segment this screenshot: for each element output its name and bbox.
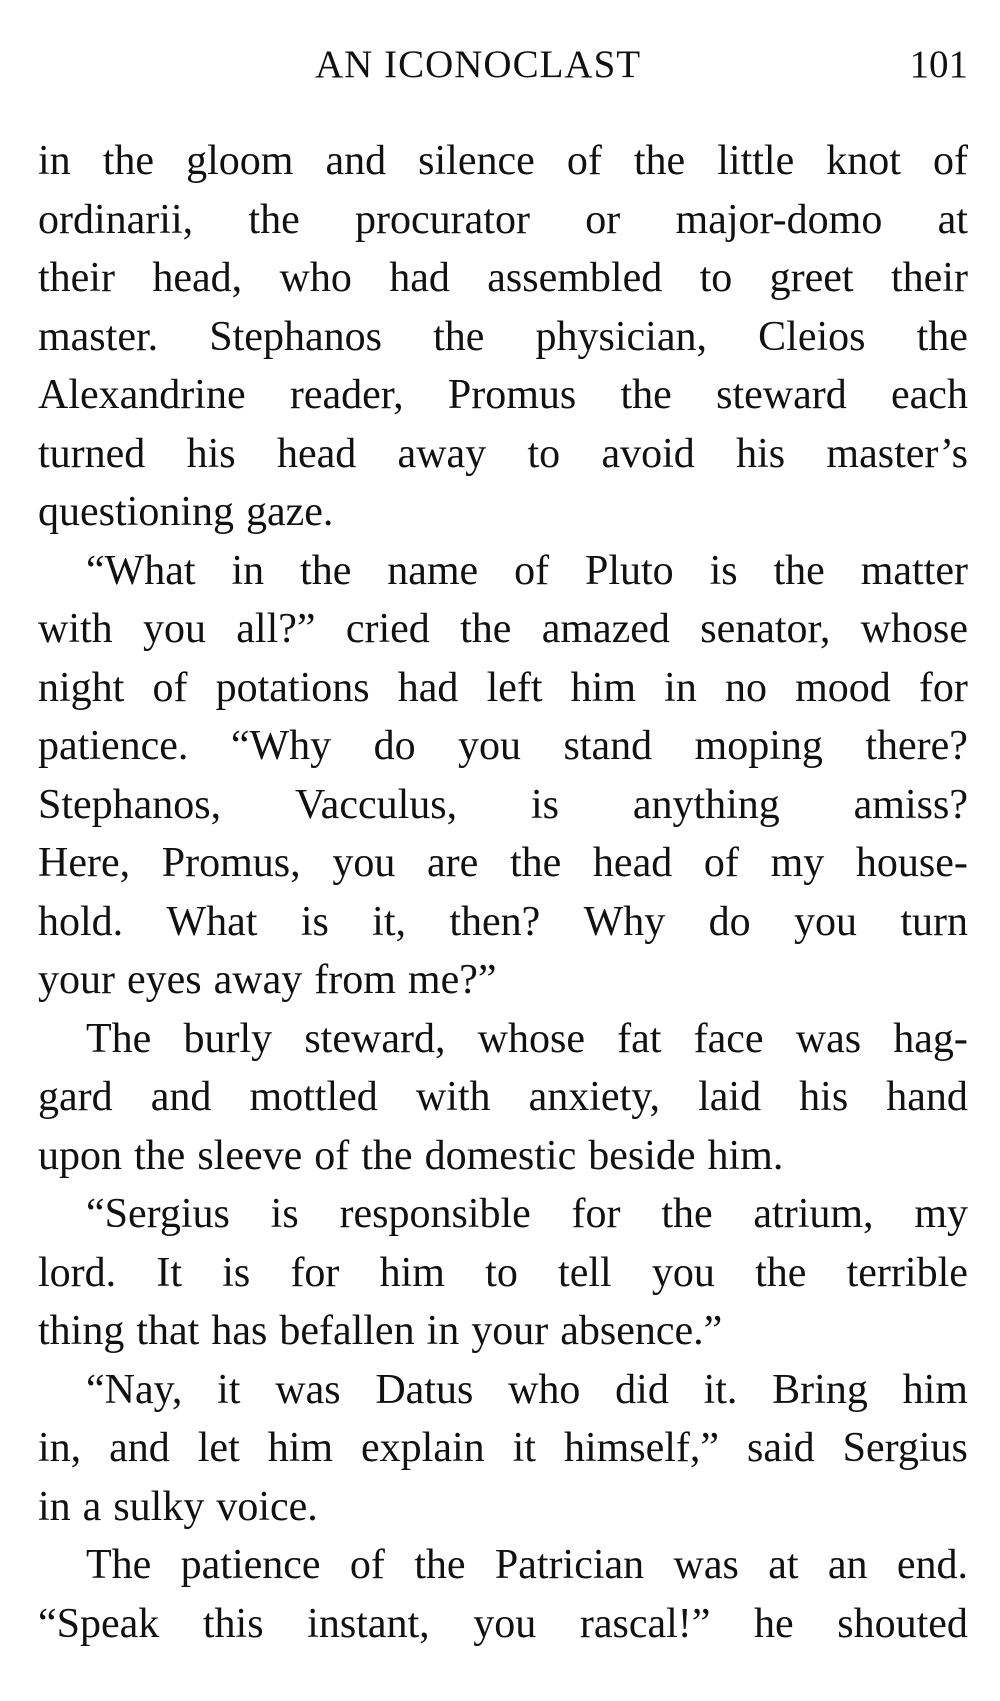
text-line: night of potations had left him in no mood for bbox=[38, 664, 968, 711]
text-line: questioning gaze. bbox=[38, 489, 334, 535]
text-line: ordinarii, the procurator or major-domo at bbox=[38, 196, 968, 243]
text-line: with you all?” cried the amazed senator, whose bbox=[38, 606, 968, 652]
text-line: The patience of the Patrician was at an end. bbox=[86, 1542, 968, 1588]
running-title: AN ICONOCLAST bbox=[315, 43, 642, 86]
book-page bbox=[38, 0, 968, 1647]
text-line: in a sulky voice. bbox=[38, 1483, 318, 1530]
text-line: “Nay, it was Datus who did it. Bring him bbox=[86, 1366, 968, 1413]
text-line: master. Stephanos the physician, Cleios the bbox=[38, 313, 968, 360]
text-line: your eyes away from me?” bbox=[38, 957, 497, 1003]
text-line: Stephanos, Vacculus, is anything amiss? bbox=[38, 781, 968, 828]
text-line: Here, Promus, you are the head of my house- bbox=[38, 840, 968, 886]
text-line: “Sergius is responsible for the atrium, my bbox=[86, 1191, 968, 1237]
text-line: Alexandrine reader, Promus the steward each bbox=[38, 372, 968, 418]
text-line: hold. What is it, then? Why do you turn bbox=[38, 898, 968, 945]
text-line: upon the sleeve of the domestic beside him. bbox=[38, 1132, 784, 1179]
text-line: lord. It is for him to tell you the terrible bbox=[38, 1249, 968, 1296]
text-line: “What in the name of Pluto is the matter bbox=[86, 547, 968, 594]
text-line: The burly steward, whose fat face was hag- bbox=[86, 1015, 968, 1062]
running-head bbox=[38, 0, 968, 120]
page-number: 101 bbox=[909, 43, 968, 86]
text-line: thing that has befallen in your absence.” bbox=[38, 1308, 723, 1354]
text-line: in, and let him explain it himself,” said Sergius bbox=[38, 1425, 968, 1471]
body-text bbox=[38, 132, 968, 1653]
text-line: turned his head away to avoid his master’s bbox=[38, 430, 968, 477]
text-line: “Speak this instant, you rascal!” he shouted bbox=[38, 1600, 968, 1647]
text-line: their head, who had assembled to greet their bbox=[38, 255, 968, 301]
text-line: in the gloom and silence of the little knot of bbox=[38, 138, 968, 184]
text-line: patience. “Why do you stand moping there? bbox=[38, 723, 968, 769]
text-line: gard and mottled with anxiety, laid his hand bbox=[38, 1074, 968, 1120]
